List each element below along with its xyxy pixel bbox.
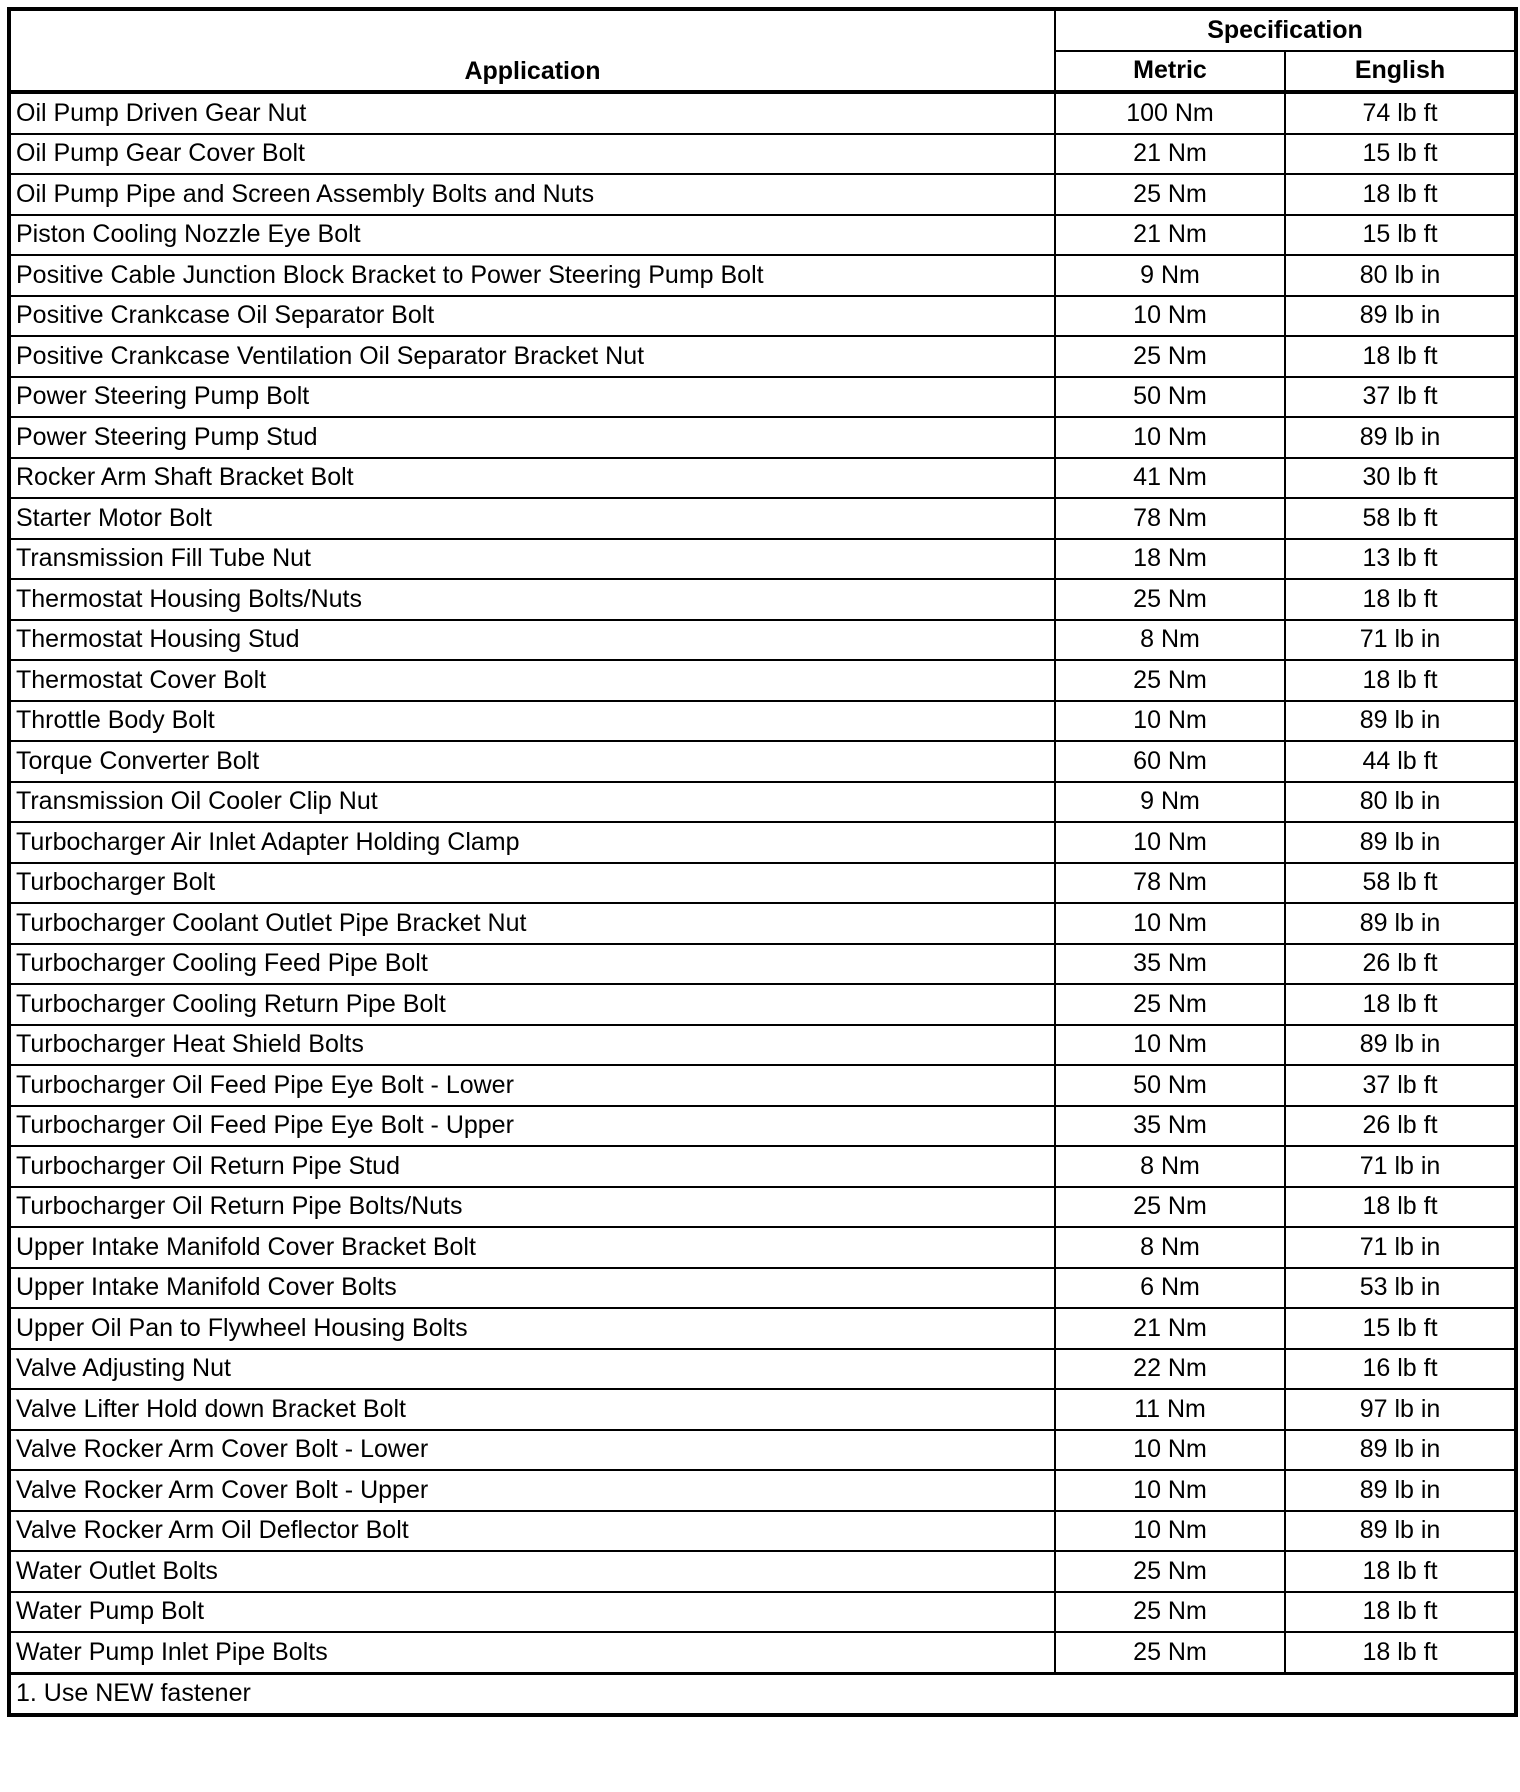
english-cell: 18 lb ft [1285,174,1516,215]
table-row [9,255,1516,296]
english-cell: 58 lb ft [1285,863,1516,904]
english-cell: 30 lb ft [1285,458,1516,499]
application-cell: Torque Converter Bolt [9,741,1055,782]
metric-cell: 8 Nm [1055,620,1285,661]
table-row [9,741,1516,782]
table-row [9,1551,1516,1592]
application-cell: Turbocharger Bolt [9,863,1055,904]
application-cell: Oil Pump Pipe and Screen Assembly Bolts and Nuts [9,174,1055,215]
metric-cell: 10 Nm [1055,1430,1285,1471]
application-cell: Water Pump Bolt [9,1592,1055,1633]
table-row [9,417,1516,458]
english-cell: 89 lb in [1285,417,1516,458]
table-row [9,1470,1516,1511]
application-cell: Positive Crankcase Oil Separator Bolt [9,296,1055,337]
table-row [9,1268,1516,1309]
english-cell: 37 lb ft [1285,377,1516,418]
metric-cell: 78 Nm [1055,863,1285,904]
application-cell: Valve Rocker Arm Cover Bolt - Lower [9,1430,1055,1471]
application-cell: Water Outlet Bolts [9,1551,1055,1592]
metric-cell: 50 Nm [1055,377,1285,418]
table-row [9,92,1516,134]
english-cell: 18 lb ft [1285,984,1516,1025]
english-cell: 89 lb in [1285,1430,1516,1471]
table-row [9,458,1516,499]
table-header [9,9,1516,92]
table-row [9,377,1516,418]
metric-cell: 10 Nm [1055,1511,1285,1552]
table-row [9,1349,1516,1390]
application-cell: Thermostat Housing Bolts/Nuts [9,579,1055,620]
metric-cell: 10 Nm [1055,417,1285,458]
english-cell: 58 lb ft [1285,498,1516,539]
application-cell: Valve Lifter Hold down Bracket Bolt [9,1389,1055,1430]
english-cell: 18 lb ft [1285,1187,1516,1228]
metric-cell: 25 Nm [1055,1551,1285,1592]
metric-cell: 25 Nm [1055,1632,1285,1673]
metric-cell: 10 Nm [1055,701,1285,742]
table-row [9,660,1516,701]
table-row [9,539,1516,580]
table-row [9,903,1516,944]
english-cell: 89 lb in [1285,701,1516,742]
table-row [9,1187,1516,1228]
english-cell: 97 lb in [1285,1389,1516,1430]
metric-cell: 25 Nm [1055,1592,1285,1633]
table-row [9,174,1516,215]
application-cell: Oil Pump Gear Cover Bolt [9,134,1055,175]
application-cell: Positive Crankcase Ventilation Oil Separator Bracket Nut [9,336,1055,377]
metric-cell: 25 Nm [1055,1187,1285,1228]
metric-cell: 10 Nm [1055,822,1285,863]
application-cell: Turbocharger Coolant Outlet Pipe Bracket Nut [9,903,1055,944]
application-cell: Turbocharger Cooling Return Pipe Bolt [9,984,1055,1025]
application-cell: Turbocharger Oil Feed Pipe Eye Bolt - Upper [9,1106,1055,1147]
metric-cell: 25 Nm [1055,174,1285,215]
application-cell: Rocker Arm Shaft Bracket Bolt [9,458,1055,499]
torque-spec-table [7,7,1518,1717]
application-cell: Oil Pump Driven Gear Nut [9,92,1055,134]
application-cell: Thermostat Cover Bolt [9,660,1055,701]
metric-cell: 10 Nm [1055,903,1285,944]
metric-cell: 25 Nm [1055,984,1285,1025]
english-cell: 18 lb ft [1285,660,1516,701]
metric-cell: 18 Nm [1055,539,1285,580]
table-row [9,1025,1516,1066]
metric-cell: 25 Nm [1055,336,1285,377]
metric-cell: 60 Nm [1055,741,1285,782]
application-cell: Turbocharger Heat Shield Bolts [9,1025,1055,1066]
table-row [9,134,1516,175]
table-row [9,1308,1516,1349]
table-row [9,863,1516,904]
english-cell: 18 lb ft [1285,1592,1516,1633]
english-cell: 44 lb ft [1285,741,1516,782]
english-cell: 89 lb in [1285,296,1516,337]
application-cell: Piston Cooling Nozzle Eye Bolt [9,215,1055,256]
table-row [9,782,1516,823]
table-row [9,1146,1516,1187]
table-row [9,620,1516,661]
table-row [9,1065,1516,1106]
metric-cell: 25 Nm [1055,579,1285,620]
metric-cell: 21 Nm [1055,134,1285,175]
application-cell: Upper Oil Pan to Flywheel Housing Bolts [9,1308,1055,1349]
english-cell: 18 lb ft [1285,579,1516,620]
application-cell: Turbocharger Oil Feed Pipe Eye Bolt - Lower [9,1065,1055,1106]
application-cell: Thermostat Housing Stud [9,620,1055,661]
english-cell: 18 lb ft [1285,336,1516,377]
english-cell: 26 lb ft [1285,944,1516,985]
english-cell: 74 lb ft [1285,92,1516,134]
english-cell: 18 lb ft [1285,1551,1516,1592]
table-row [9,296,1516,337]
application-cell: Transmission Oil Cooler Clip Nut [9,782,1055,823]
metric-cell: 21 Nm [1055,1308,1285,1349]
application-cell: Throttle Body Bolt [9,701,1055,742]
application-cell: Power Steering Pump Stud [9,417,1055,458]
english-cell: 80 lb in [1285,782,1516,823]
metric-cell: 35 Nm [1055,944,1285,985]
metric-cell: 8 Nm [1055,1146,1285,1187]
table-row [9,1592,1516,1633]
english-cell: 80 lb in [1285,255,1516,296]
application-cell: Upper Intake Manifold Cover Bolts [9,1268,1055,1309]
metric-cell: 10 Nm [1055,1025,1285,1066]
english-cell: 16 lb ft [1285,1349,1516,1390]
english-cell: 71 lb in [1285,1146,1516,1187]
application-cell: Turbocharger Air Inlet Adapter Holding Clamp [9,822,1055,863]
english-cell: 89 lb in [1285,1470,1516,1511]
application-cell: Valve Rocker Arm Oil Deflector Bolt [9,1511,1055,1552]
english-cell: 15 lb ft [1285,1308,1516,1349]
table-row [9,944,1516,985]
metric-cell: 11 Nm [1055,1389,1285,1430]
english-cell: 37 lb ft [1285,1065,1516,1106]
metric-cell: 9 Nm [1055,782,1285,823]
application-cell: Turbocharger Oil Return Pipe Stud [9,1146,1055,1187]
table-row [9,579,1516,620]
metric-cell: 10 Nm [1055,1470,1285,1511]
metric-cell: 100 Nm [1055,92,1285,134]
application-cell: Valve Rocker Arm Cover Bolt - Upper [9,1470,1055,1511]
metric-cell: 25 Nm [1055,660,1285,701]
application-header: Application [9,9,1055,92]
metric-header: Metric [1055,51,1285,93]
application-cell: Upper Intake Manifold Cover Bracket Bolt [9,1227,1055,1268]
application-cell: Turbocharger Oil Return Pipe Bolts/Nuts [9,1187,1055,1228]
english-cell: 53 lb in [1285,1268,1516,1309]
specification-header: Specification [1055,9,1516,51]
table-row [9,498,1516,539]
english-cell: 89 lb in [1285,1025,1516,1066]
metric-cell: 22 Nm [1055,1349,1285,1390]
metric-cell: 21 Nm [1055,215,1285,256]
application-cell: Starter Motor Bolt [9,498,1055,539]
metric-cell: 8 Nm [1055,1227,1285,1268]
table-row [9,1430,1516,1471]
table-row [9,701,1516,742]
english-cell: 89 lb in [1285,822,1516,863]
english-header: English [1285,51,1516,93]
metric-cell: 50 Nm [1055,1065,1285,1106]
footnote: 1. Use NEW fastener [9,1673,1516,1715]
metric-cell: 35 Nm [1055,1106,1285,1147]
table-row [9,1106,1516,1147]
application-cell: Water Pump Inlet Pipe Bolts [9,1632,1055,1673]
application-cell: Power Steering Pump Bolt [9,377,1055,418]
metric-cell: 78 Nm [1055,498,1285,539]
application-cell: Transmission Fill Tube Nut [9,539,1055,580]
english-cell: 18 lb ft [1285,1632,1516,1673]
application-cell: Turbocharger Cooling Feed Pipe Bolt [9,944,1055,985]
english-cell: 13 lb ft [1285,539,1516,580]
application-cell: Positive Cable Junction Block Bracket to Power Steering Pump Bolt [9,255,1055,296]
english-cell: 15 lb ft [1285,215,1516,256]
metric-cell: 9 Nm [1055,255,1285,296]
table-body [9,92,1516,1673]
english-cell: 71 lb in [1285,1227,1516,1268]
table-row [9,822,1516,863]
english-cell: 26 lb ft [1285,1106,1516,1147]
english-cell: 89 lb in [1285,1511,1516,1552]
application-cell: Valve Adjusting Nut [9,1349,1055,1390]
table-row [9,984,1516,1025]
english-cell: 15 lb ft [1285,134,1516,175]
metric-cell: 6 Nm [1055,1268,1285,1309]
table-row [9,1632,1516,1673]
english-cell: 71 lb in [1285,620,1516,661]
english-cell: 89 lb in [1285,903,1516,944]
table-row [9,1389,1516,1430]
table-row [9,215,1516,256]
table-row [9,336,1516,377]
table-row [9,1511,1516,1552]
metric-cell: 41 Nm [1055,458,1285,499]
table-row [9,1227,1516,1268]
metric-cell: 10 Nm [1055,296,1285,337]
